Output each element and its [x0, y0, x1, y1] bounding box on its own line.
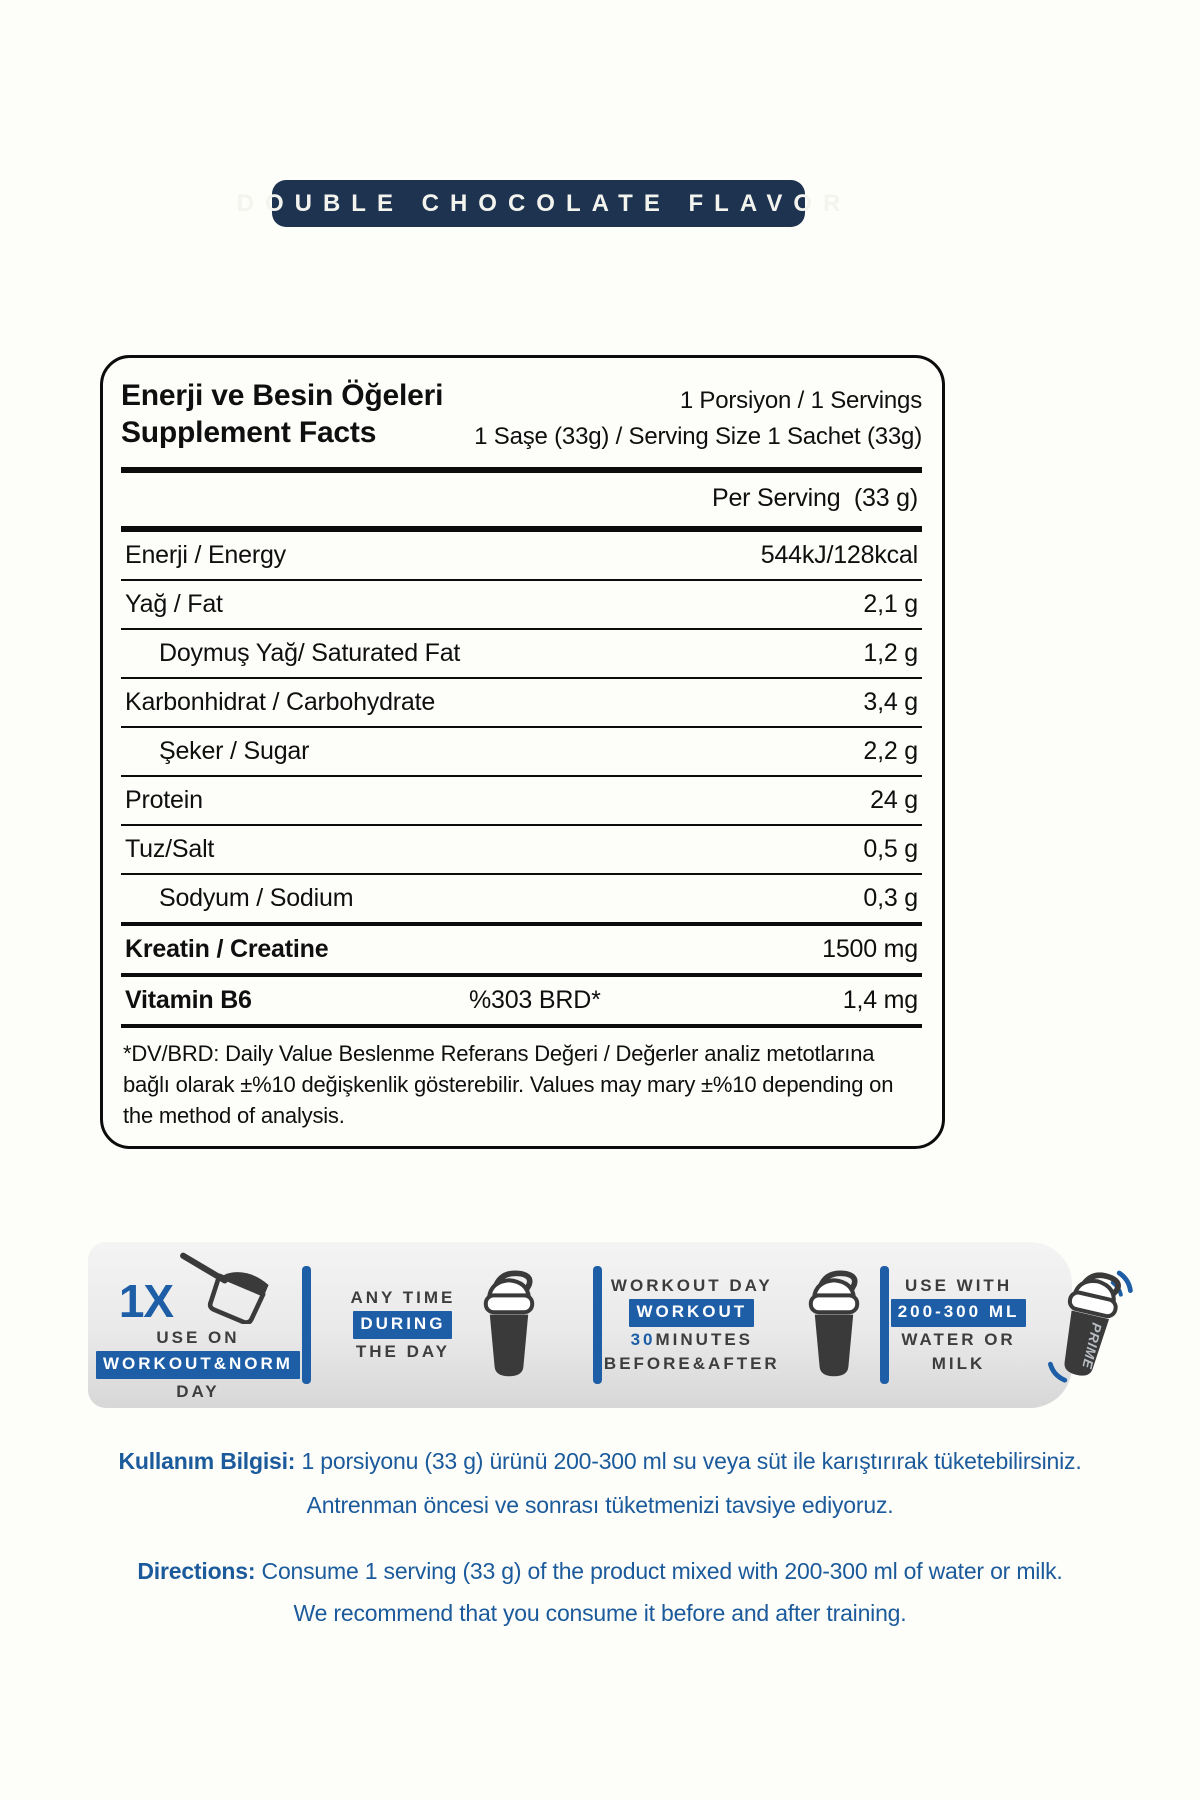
nutrient-value: 24 g — [870, 786, 918, 814]
usage-group — [604, 1269, 878, 1381]
usage-count-label: 1X — [118, 1275, 174, 1328]
band-divider — [880, 1266, 889, 1384]
band-divider — [302, 1266, 311, 1384]
usage-group — [891, 1264, 1141, 1386]
usage-line: THE DAY — [355, 1341, 450, 1361]
panel-title — [121, 378, 443, 455]
flavor-badge-label: DOUBLE CHOCOLATE FLAVOR — [236, 189, 852, 217]
usage-lines — [891, 1274, 1027, 1375]
usage-group — [313, 1269, 591, 1381]
nutrient-value: 1,2 g — [863, 639, 918, 667]
nutrient-row — [121, 679, 922, 728]
usage-line: WORKOUT DAY — [610, 1276, 773, 1296]
nutrient-label: Enerji / Energy — [125, 541, 286, 569]
directions-note-en-text: Consume 1 serving (33 g) of the product mixed with 200-300 ml of water or milk. — [261, 1558, 1063, 1584]
usage-note-tr-text: 1 porsiyonu (33 g) ürünü 200-300 ml su veya süt ile karıştırırak tüketebilirsiniz. — [301, 1448, 1082, 1474]
directions-note-en-line2: We recommend that you consume it before and after training. — [293, 1600, 907, 1626]
panel-title-tr: Enerji ve Besin Öğeleri — [121, 379, 444, 412]
per-serving-header: Per Serving (33 g) — [711, 484, 918, 512]
sf-rows — [121, 532, 922, 1028]
directions-note-en-label: Directions: — [137, 1558, 256, 1584]
nutrient-row — [121, 630, 922, 679]
nutrient-value: 1500 mg — [822, 935, 918, 963]
nutrient-row — [121, 977, 922, 1028]
usage-line: DURING — [353, 1311, 452, 1338]
nutrient-value: 2,2 g — [863, 737, 918, 765]
scoop-icon — [177, 1246, 277, 1324]
supplement-facts-panel — [100, 355, 945, 1149]
usage-line: USE WITH — [904, 1276, 1013, 1296]
footnote: *DV/BRD: Daily Value Beslenme Referans Değeri / Değerler analiz metotlarına bağlı olarak ±%10 değişkenlik gösterebilir. Values may mary ±%10 depending on the method of analysis. — [123, 1041, 894, 1129]
flavor-badge — [236, 180, 852, 227]
nutrient-value: 3,4 g — [863, 688, 918, 716]
usage-group-top — [118, 1246, 277, 1328]
serving-info — [474, 378, 922, 455]
serving-line-2: 1 Saşe (33g) / Serving Size 1 Sachet (33g) — [474, 423, 922, 450]
panel-title-en: Supplement Facts — [121, 415, 377, 449]
usage-line: DAY — [176, 1381, 220, 1401]
svg-text:PRIME: PRIME — [1079, 1321, 1105, 1371]
usage-line: USE ON — [156, 1328, 240, 1348]
usage-lines — [604, 1274, 780, 1375]
nutrient-daily-value: %303 BRD* — [469, 986, 601, 1014]
nutrient-row — [121, 532, 922, 581]
panel-header — [121, 378, 922, 455]
nutrient-row — [121, 926, 922, 977]
nutrient-value: 0,5 g — [863, 835, 918, 863]
usage-line: WORKOUT — [629, 1299, 754, 1326]
nutrient-label: Sodyum / Sodium — [159, 884, 354, 912]
nutrient-value: 0,3 g — [863, 884, 918, 912]
usage-line: BEFORE&AFTER — [603, 1353, 780, 1373]
usage-band — [88, 1242, 1105, 1408]
nutrient-label: Karbonhidrat / Carbohydrate — [125, 688, 436, 716]
nutrient-label: Yağ / Fat — [125, 590, 223, 618]
usage-line-accent: 30 — [630, 1329, 656, 1349]
nutrient-row — [121, 777, 922, 826]
nutrient-value: 1,4 mg — [842, 986, 918, 1014]
shaker-prime-icon — [1036, 1264, 1140, 1386]
usage-line: ANY TIME — [350, 1288, 456, 1308]
serving-line-1: 1 Porsiyon / 1 Servings — [679, 387, 922, 414]
nutrient-label: Şeker / Sugar — [159, 737, 310, 765]
shaker-icon — [790, 1269, 878, 1381]
directions-note-en — [0, 1558, 1200, 1585]
nutrient-row — [121, 875, 922, 926]
nutrient-label: Doymuş Yağ/ Saturated Fat — [159, 639, 461, 667]
nutrient-value: 544kJ/128kcal — [760, 541, 918, 569]
nutrient-label: Vitamin B6 — [125, 986, 252, 1014]
usage-note-tr-label: Kullanım Bilgisi: — [118, 1448, 296, 1474]
usage-line: WORKOUT&NORM — [96, 1351, 300, 1378]
usage-lines — [350, 1286, 455, 1363]
nutrient-row — [121, 728, 922, 777]
usage-line: 30MINUTES — [630, 1329, 754, 1349]
nutrient-row — [121, 581, 922, 630]
usage-line: MILK — [931, 1353, 986, 1373]
nutrient-label: Kreatin / Creatine — [125, 935, 329, 963]
band-divider — [593, 1266, 602, 1384]
shaker-icon — [465, 1269, 553, 1381]
nutrient-label: Protein — [125, 786, 203, 814]
nutrient-value: 2,1 g — [863, 590, 918, 618]
usage-group — [96, 1246, 300, 1403]
nutrient-row — [121, 826, 922, 875]
usage-line: 200-300 ML — [891, 1299, 1027, 1326]
usage-note-tr-line2: Antrenman öncesi ve sonrası tüketmenizi tavsiye ediyoruz. — [306, 1492, 894, 1518]
usage-note-tr — [0, 1448, 1200, 1475]
nutrient-label: Tuz/Salt — [125, 835, 215, 863]
usage-line: WATER OR — [901, 1329, 1016, 1349]
